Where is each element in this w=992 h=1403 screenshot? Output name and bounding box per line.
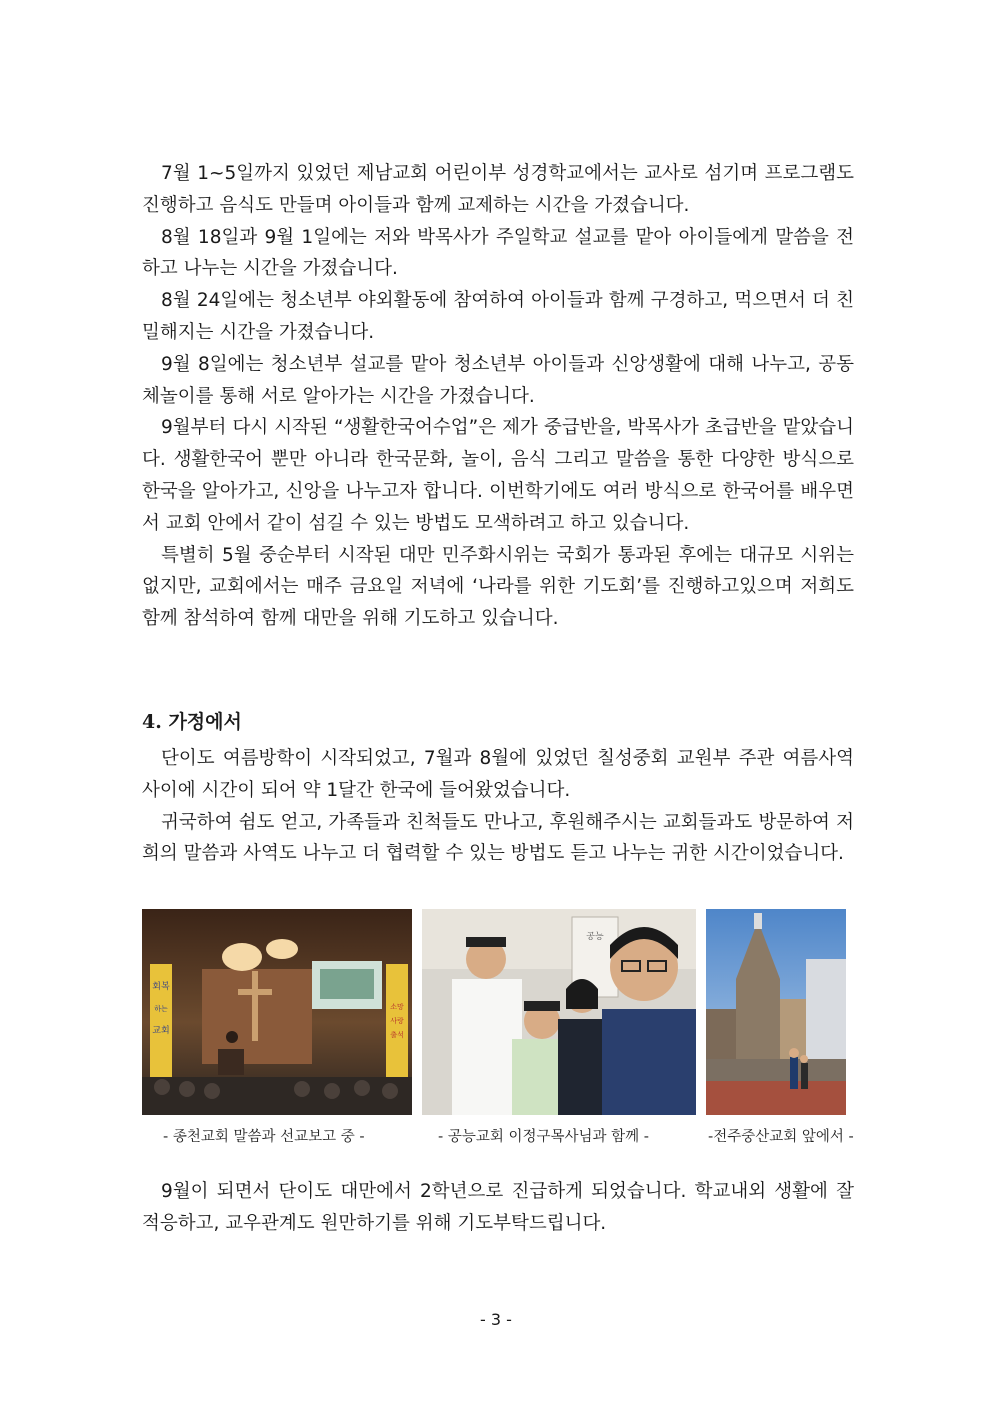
caption-church-building: -전주중산교회 앞에서 - — [708, 1129, 854, 1145]
section-heading: 4. 가정에서 — [142, 711, 242, 733]
paragraph-prayer-meeting: 특별히 5월 중순부터 시작된 대만 민주화시위는 국회가 통과된 후에는 대규모 시위는 없지만, 교회에서는 매주 금요일 저녁에 ‘나라를 위한 기도회’를 진행하고있으며 저희도 함께 참석하여 함께 대만을 위해 기도하고 있습니다. — [142, 544, 854, 630]
banner-word-1: 회복 — [152, 982, 170, 992]
caption-pastor-group: - 공능교회 이정구목사님과 함께 - — [438, 1129, 649, 1145]
paragraph-bible-school: 7월 1~5일까지 있었던 제남교회 어린이부 성경학교에서는 교사로 섬기며 프로그램도 진행하고 음식도 만들며 아이들과 함께 교제하는 시간을 가졌습니다. — [142, 163, 854, 216]
paragraph-summer-visit: 단이도 여름방학이 시작되었고, 7월과 8월에 있었던 칠성중회 교원부 주관 여름사역 사이에 시간이 되어 약 1달간 한국에 들어왔었습니다. — [142, 748, 854, 801]
photo-pastor-group — [422, 909, 696, 1115]
closing-text — [142, 1176, 854, 1240]
banner-word-3: 교회 — [152, 1026, 170, 1036]
paragraph-youth-outing: 8월 24일에는 청소년부 야외활동에 참여하여 아이들과 함께 구경하고, 먹으면서 더 친밀해지는 시간을 가졌습니다. — [142, 290, 854, 343]
paragraph-sunday-school: 8월 18일과 9월 1일에는 저와 박목사가 주일학교 설교를 맡아 아이들에게 말씀을 전하고 나누는 시간을 가졌습니다. — [142, 226, 854, 280]
paragraph-youth-sermon: 9월 8일에는 청소년부 설교를 맡아 청소년부 아이들과 신앙생활에 대해 나누고, 공동체놀이를 통해 서로 알아가는 시간을 가졌습니다. — [142, 353, 854, 407]
banner-right-3: 출석 — [390, 1031, 404, 1039]
banner-right-1: 소망 — [390, 1003, 404, 1011]
paragraph-homecoming: 귀국하여 쉼도 얻고, 가족들과 친척들도 만나고, 후원해주시는 교회들과도 방문하여 저희의 말씀과 사역도 나누고 더 협력할 수 있는 방법도 듣고 나누는 귀한 시간이었습니다. — [142, 811, 854, 865]
paragraph-korean-class: 9월부터 다시 시작된 “생활한국어수업”은 제가 중급반을, 박목사가 초급반을 맡았습니다. 생활한국어 뿐만 아니라 한국문화, 놀이, 음식 그리고 말씀을 통한 다양한 방식으로 한국을 알아가고, 신앙을 나누고자 합니다. 이번학기에도 여러 방식으로 한국어를 배우면서 교회 안에서 같이 섬길 수 있는 방법도 모색하려고 하고 있습니다. — [142, 417, 854, 534]
photo-church-sermon — [142, 909, 412, 1115]
page-number: - 3 - — [480, 1310, 512, 1329]
caption-church-sermon: - 종천교회 말씀과 선교보고 중 - — [163, 1129, 365, 1145]
banner-right-2: 사랑 — [390, 1017, 404, 1025]
banner-word-2: 하는 — [154, 1005, 168, 1013]
wall-sign-text: 공능 — [586, 932, 604, 942]
paragraph-school-prayer: 9월이 되면서 단이도 대만에서 2학년으로 진급하게 되었습니다. 학교내외 생활에 잘 적응하고, 교우관계도 원만하기를 위해 기도부탁드립니다. — [142, 1181, 854, 1234]
ministry-report-text — [142, 158, 854, 635]
photo-church-building — [706, 909, 846, 1115]
photo-strip — [142, 909, 846, 1115]
home-section-text — [142, 743, 854, 870]
